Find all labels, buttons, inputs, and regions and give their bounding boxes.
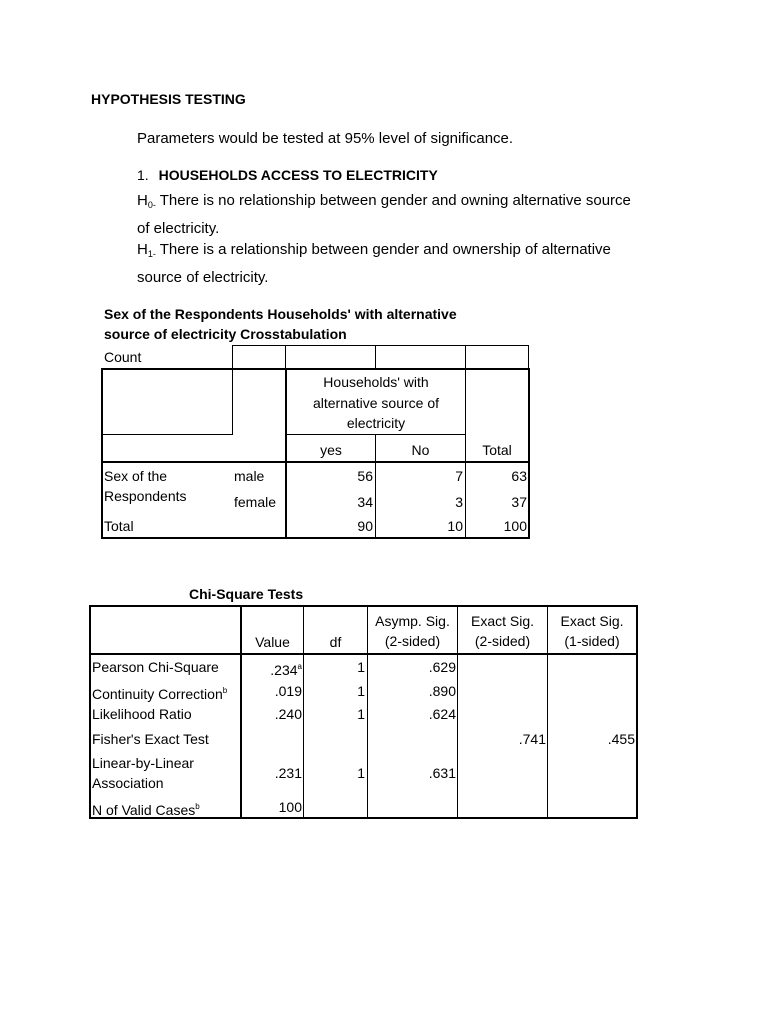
row-pearson-label: Pearson Chi-Square	[92, 659, 219, 675]
null-hypothesis	[137, 189, 697, 241]
col-header-no: No	[411, 442, 430, 458]
cell-fisher-exact2: .741	[518, 731, 546, 747]
cell-female-total: 37	[511, 494, 527, 510]
row-label-line1: Sex of the	[104, 468, 168, 484]
row-linear-label	[92, 753, 194, 793]
asymp-line2: (2-sided)	[384, 633, 441, 649]
h1-letter: H	[137, 241, 148, 258]
cell-total-total: 100	[503, 518, 527, 534]
row-label-line2: Respondents	[104, 488, 187, 504]
grid-line	[232, 345, 529, 346]
cell-female-no: 3	[455, 494, 463, 510]
grid-line	[101, 434, 233, 435]
h0-subscript: 0-	[147, 200, 156, 210]
group-header-line2: alternative source of	[312, 394, 440, 411]
grid-line	[101, 368, 103, 539]
row-continuity-label	[92, 681, 227, 704]
grid-line	[232, 345, 233, 369]
h1-text: There is a relationship between gender and ownership of alternative	[159, 241, 611, 258]
row-label-sex	[104, 466, 187, 506]
crosstab-title	[104, 304, 457, 344]
cell-nvalid-value: 100	[278, 799, 302, 815]
row-female-label: female	[234, 494, 277, 510]
grid-line	[89, 605, 91, 819]
h1-line2: source of electricity.	[137, 269, 269, 286]
cell-linear-value: .231	[274, 765, 302, 781]
cell-fisher-exact1: .455	[607, 731, 635, 747]
group-header	[287, 372, 465, 434]
cell-pearson-df: 1	[357, 659, 365, 675]
cell-female-yes: 34	[357, 494, 373, 510]
cell-linear-df: 1	[357, 765, 365, 781]
cell-total-no: 10	[447, 518, 463, 534]
cell-continuity-value: .019	[274, 683, 302, 699]
group-header-line1: Households' with	[323, 374, 429, 390]
grid-line	[528, 368, 530, 539]
grid-line	[232, 368, 233, 435]
grid-line	[89, 653, 638, 655]
grid-line	[636, 605, 638, 819]
exact2-line2: (2-sided)	[474, 633, 531, 649]
exact2-line1: Exact Sig.	[470, 613, 535, 629]
nvalid-footnote: b	[195, 802, 200, 811]
col-header-exact1	[548, 611, 636, 651]
cell-pearson-asymp: .629	[428, 659, 456, 675]
cell-pearson-value	[242, 657, 302, 680]
col-header-value: Value	[255, 634, 290, 650]
grid-line	[465, 345, 466, 369]
h0-line2: of electricity.	[137, 220, 220, 237]
col-header-exact2	[458, 611, 547, 651]
pearson-footnote: a	[297, 662, 302, 671]
grid-line	[101, 461, 530, 463]
col-header-df: df	[329, 634, 342, 650]
crosstab-title-line1: Sex of the Respondents Households' with alternative	[104, 306, 457, 322]
crosstab-title-line2: source of electricity Crosstabulation	[104, 326, 347, 342]
row-male-label: male	[234, 468, 265, 484]
grid-line	[375, 345, 376, 369]
h1-subscript: 1-	[147, 249, 156, 259]
linear-label-line2: Association	[92, 775, 164, 791]
row-likelihood-label: Likelihood Ratio	[92, 706, 192, 722]
chi-square-title: Chi-Square Tests	[189, 586, 304, 602]
continuity-label-text: Continuity Correction	[92, 686, 223, 702]
cell-continuity-df: 1	[357, 683, 365, 699]
group-header-line3: electricity	[346, 415, 406, 431]
h0-line1	[137, 189, 697, 217]
count-label: Count	[104, 349, 142, 365]
cell-likelihood-asymp: .624	[428, 706, 456, 722]
grid-line	[528, 345, 529, 369]
col-header-yes: yes	[320, 442, 342, 458]
row-fisher-label: Fisher's Exact Test	[92, 731, 209, 747]
asymp-line1: Asymp. Sig.	[375, 613, 450, 629]
cell-likelihood-value: .240	[274, 706, 302, 722]
continuity-footnote: b	[222, 686, 228, 695]
nvalid-label-text: N of Valid Cases	[92, 802, 196, 818]
section-number: 1.	[137, 167, 149, 183]
cell-likelihood-df: 1	[357, 706, 365, 722]
cell-linear-asymp: .631	[428, 765, 456, 781]
linear-label-line1: Linear-by-Linear	[92, 755, 194, 771]
cell-male-no: 7	[455, 468, 463, 484]
grid-line	[285, 434, 466, 435]
cell-male-total: 63	[511, 468, 527, 484]
cell-continuity-asymp: .890	[428, 683, 456, 699]
grid-line	[89, 605, 638, 607]
cell-total-yes: 90	[357, 518, 373, 534]
section-title: HOUSEHOLDS ACCESS TO ELECTRICITY	[158, 167, 438, 183]
col-header-total: Total	[482, 442, 512, 458]
section-heading	[137, 163, 697, 187]
row-total-label: Total	[104, 518, 134, 534]
row-nvalid-label	[92, 797, 200, 820]
h1-line1	[137, 238, 697, 266]
h0-text: There is no relationship between gender and owning alternative source	[159, 192, 631, 209]
h0-letter: H	[137, 192, 148, 209]
alternative-hypothesis	[137, 238, 697, 290]
intro-text: Parameters would be tested at 95% level of significance.	[137, 130, 514, 147]
page-heading: HYPOTHESIS TESTING	[91, 91, 246, 107]
intro-paragraph	[137, 127, 697, 151]
exact1-line2: (1-sided)	[564, 633, 620, 649]
grid-line	[285, 345, 286, 369]
pearson-value-text: .234	[270, 662, 298, 678]
exact1-line1: Exact Sig.	[560, 613, 624, 629]
cell-male-yes: 56	[357, 468, 373, 484]
col-header-asymp	[368, 611, 457, 651]
